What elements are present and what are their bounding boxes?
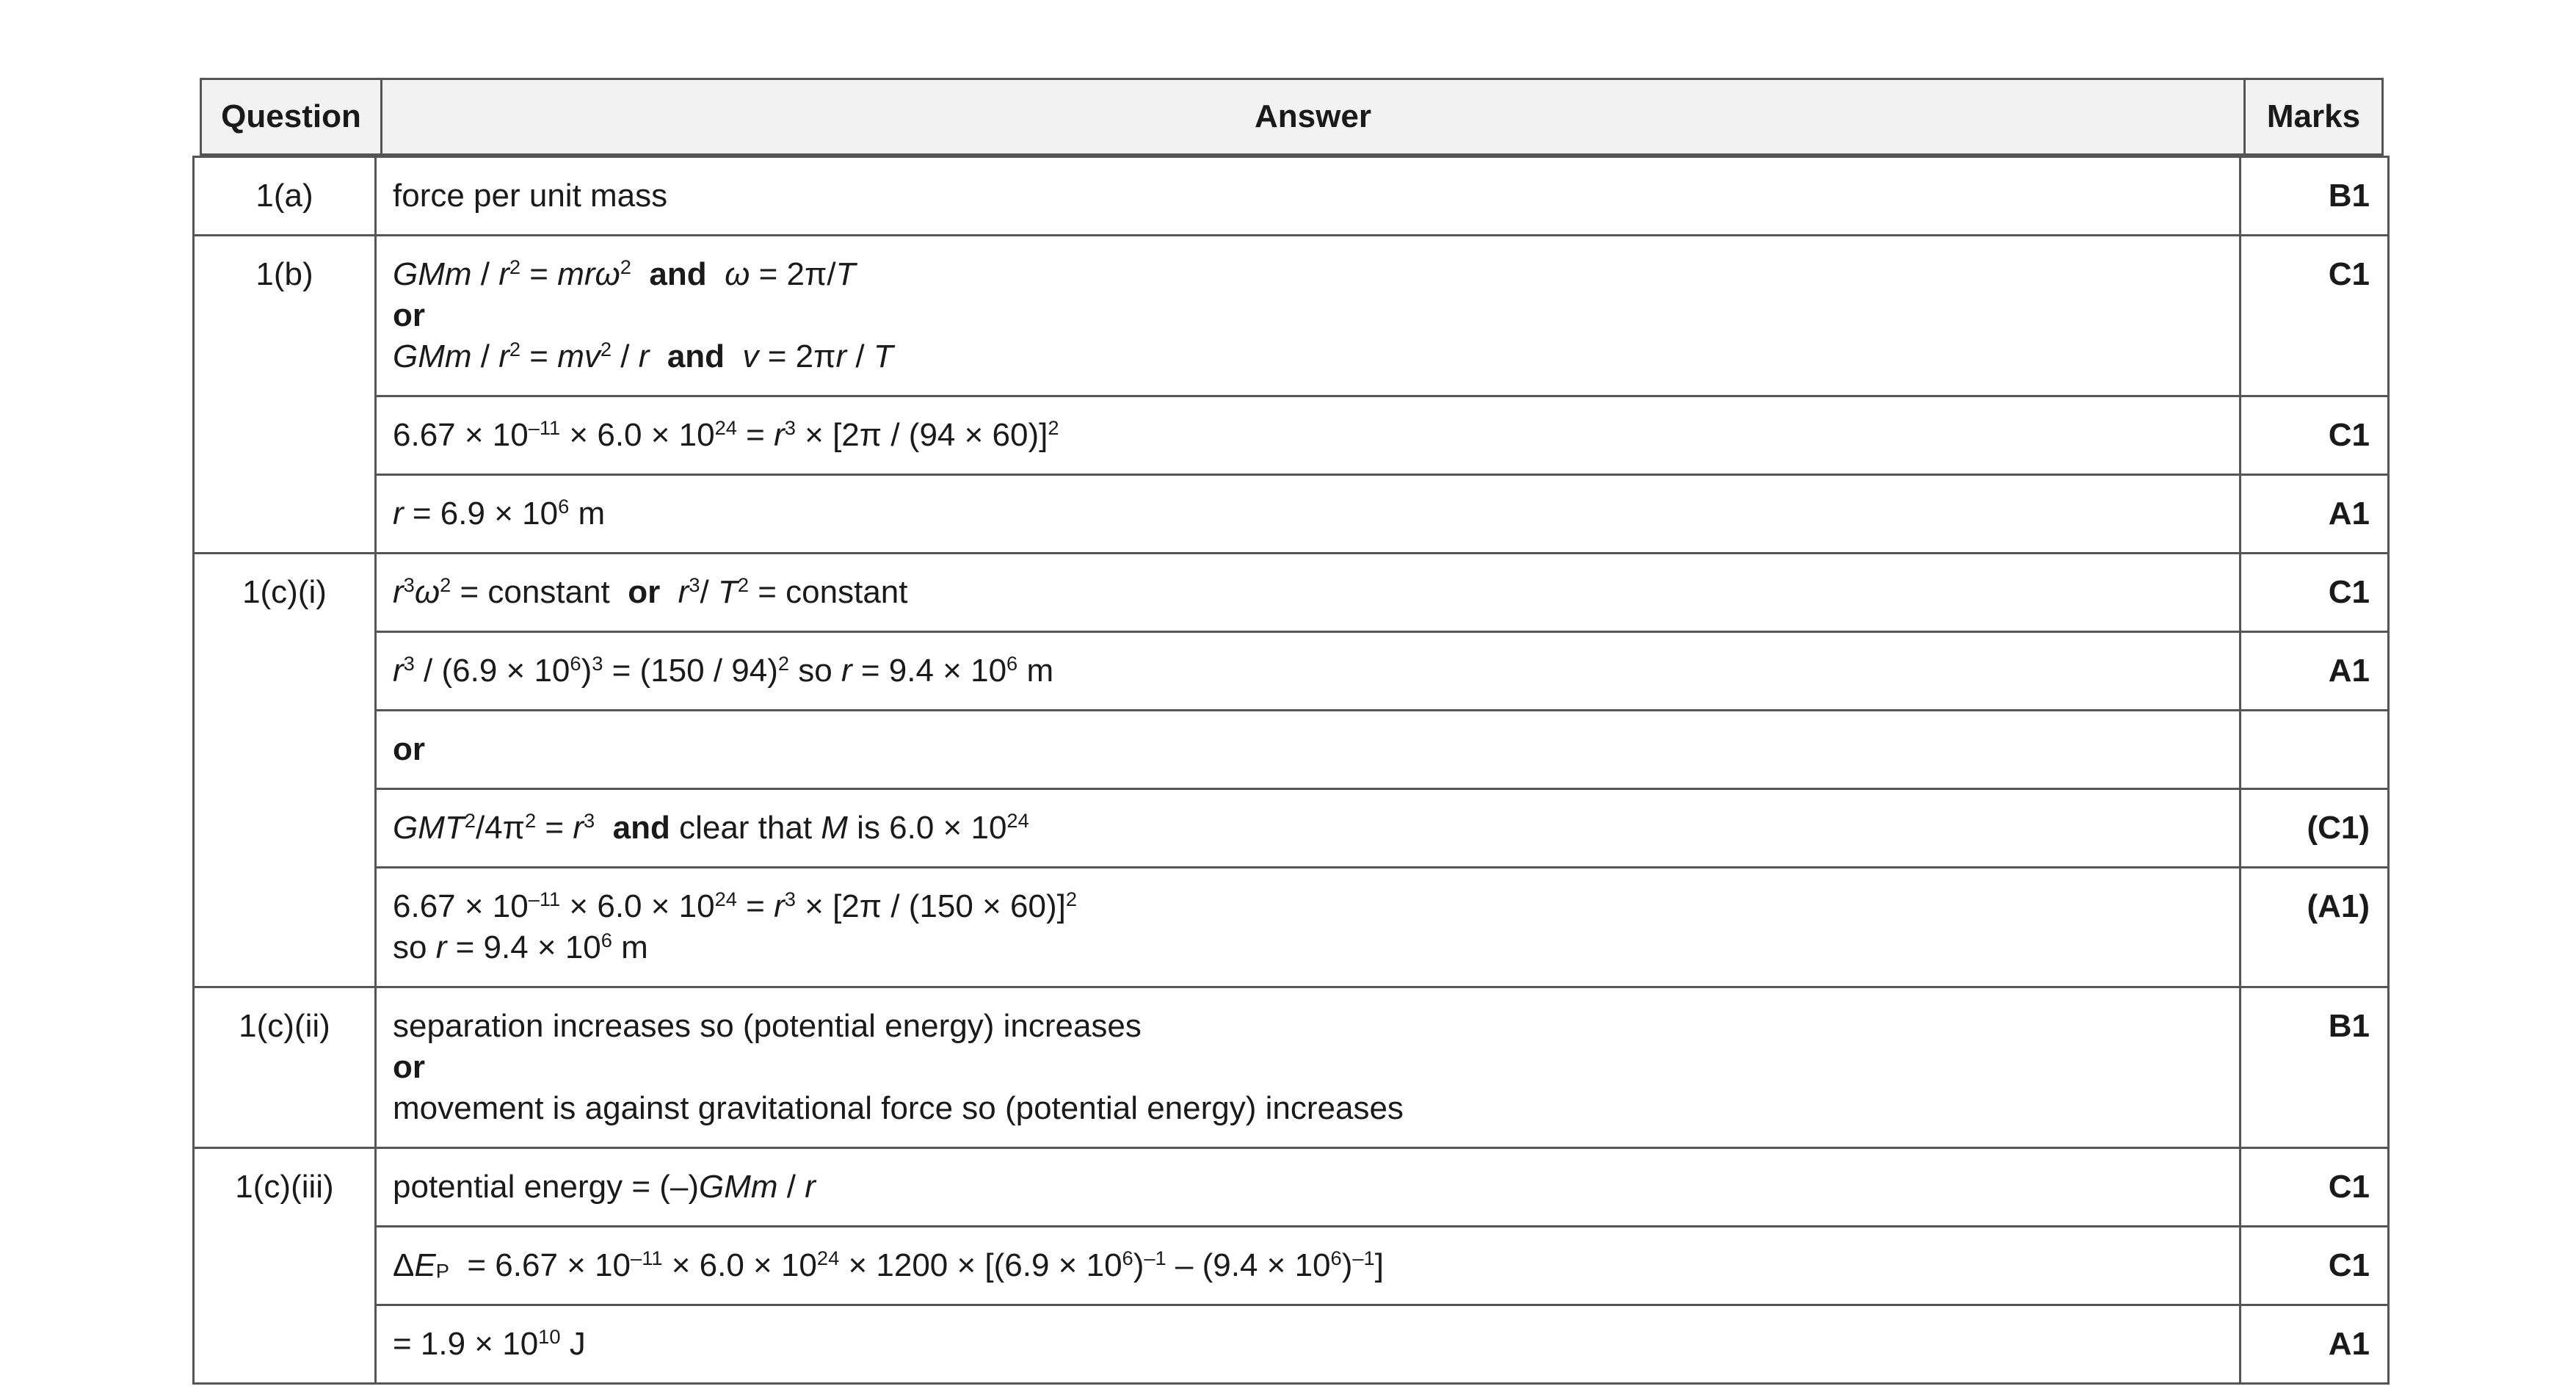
table-row (194, 157, 2389, 236)
marks-cell: C1 (2241, 1148, 2389, 1227)
table-row (194, 987, 2389, 1148)
marks-cell: C1 (2241, 1227, 2389, 1305)
table-row (194, 1305, 2389, 1384)
marks-cell: (A1) (2241, 868, 2389, 987)
answer-cell: potential energy = (–)GMm / r (376, 1148, 2241, 1227)
marks-cell: B1 (2241, 987, 2389, 1148)
table-row (194, 868, 2389, 987)
answer-cell: separation increases so (potential energy) increases or movement is against gravitational force so (potential energy) increases (376, 987, 2241, 1148)
marks-cell: C1 (2241, 554, 2389, 632)
answer-cell: $6.67 \times 10^{-11} \times 6.0 \times 10^{24} = r^3 \times [2\pi / (150 \times 60)]^2$ so $r = 9.4 \times 10^6$ m (376, 868, 2241, 987)
question-number: 1(b) (194, 236, 376, 554)
question-number: 1(c)(iii) (194, 1148, 376, 1384)
table-row (194, 475, 2389, 554)
table-row (194, 396, 2389, 475)
mark-scheme-table (192, 156, 2390, 1385)
question-number: 1(c)(i) (194, 554, 376, 987)
table-row (194, 236, 2389, 396)
marks-cell: C1 (2241, 236, 2389, 396)
header-marks: Marks (2245, 79, 2383, 155)
marks-cell (2241, 711, 2389, 789)
marks-cell: A1 (2241, 632, 2389, 711)
table-row (194, 1227, 2389, 1305)
table-row (194, 789, 2389, 868)
marks-cell: A1 (2241, 475, 2389, 554)
marks-cell: C1 (2241, 396, 2389, 475)
mark-scheme-header (200, 78, 2384, 156)
answer-cell: = $1.9 \times 10^{10}$ J (376, 1305, 2241, 1384)
marks-cell: A1 (2241, 1305, 2389, 1384)
answer-cell: $\Delta E_P = 6.67 \times 10^{-11} \times 6.0 \times 10^{24} \times 1200 \times [(6.9 \times 10^6)^{-1} - (9.4 \times 10^6)^{-1}]$ (376, 1227, 2241, 1305)
answer-cell: $r^3\omega^2$ = constant or $r^3/$ $T^2$ = constant (376, 554, 2241, 632)
question-number: 1(a) (194, 157, 376, 236)
answer-cell: force per unit mass (376, 157, 2241, 236)
answer-cell: GMm / $r^2 = mr\omega^2$ and ω = 2π/T or GMm / $r^2 = mv^2 / r$ and v = 2πr / T (376, 236, 2241, 396)
header-question: Question (201, 79, 382, 155)
table-row (194, 1148, 2389, 1227)
answer-cell: $r^3 / (6.9 \times 10^6)^3 = (150 / 94)^2$ so $r = 9.4 \times 10^6$ m (376, 632, 2241, 711)
answer-cell: $GMT^2/4\pi^2 = r^3$ and clear that M is $6.0 \times 10^{24}$ (376, 789, 2241, 868)
answer-cell: $6.67 \times 10^{-11} \times 6.0 \times 10^{24} = r^3 \times [2\pi / (94 \times 60)]^2$ (376, 396, 2241, 475)
table-row (194, 554, 2389, 632)
table-row (194, 711, 2389, 789)
question-number: 1(c)(ii) (194, 987, 376, 1148)
table-row (194, 632, 2389, 711)
answer-cell: $r = 6.9 \times 10^6$ m (376, 475, 2241, 554)
header-answer: Answer (382, 79, 2245, 155)
marks-cell: B1 (2241, 157, 2389, 236)
marks-cell: (C1) (2241, 789, 2389, 868)
answer-cell: or (376, 711, 2241, 789)
